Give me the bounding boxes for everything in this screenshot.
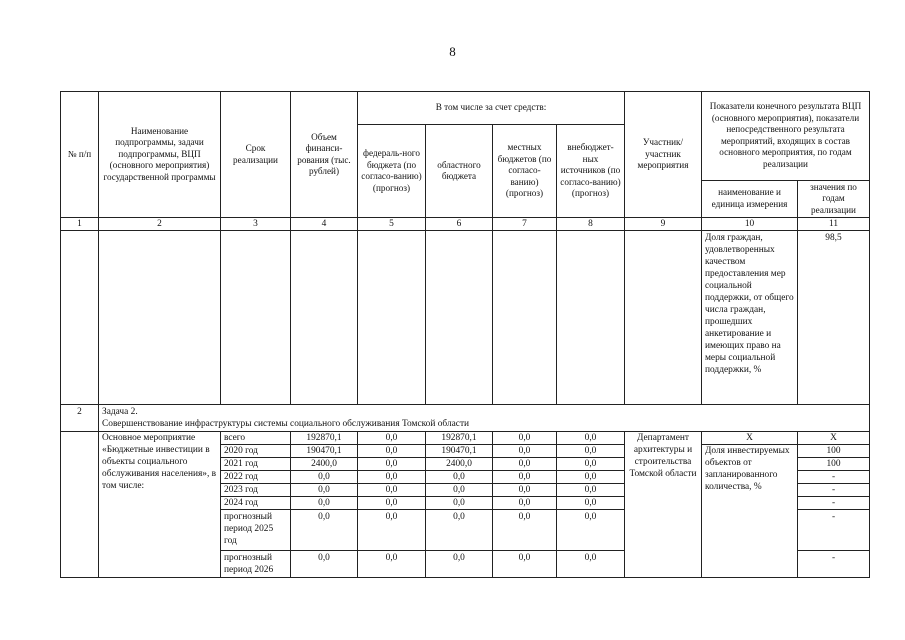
period-label: 2024 год: [221, 497, 291, 510]
federal-value: 0,0: [358, 432, 426, 445]
total-value: 0,0: [291, 497, 358, 510]
header-indicators-group: Показатели конечного результата ВЦП (основного мероприятия), показатели непосредственного результата мероприятий, входящих в состав основного мероприятия, по годам реализации: [702, 92, 870, 181]
total-value: 0,0: [291, 484, 358, 497]
regional-value: 2400,0: [426, 458, 493, 471]
local-value: 0,0: [493, 432, 557, 445]
column-number: 1: [61, 218, 99, 231]
total-value: 0,0: [291, 551, 358, 578]
extrabudget-value: 0,0: [557, 458, 625, 471]
period-label: прогнозный период 2025 год: [221, 510, 291, 551]
header-regional: областного бюджета: [426, 125, 493, 218]
federal-value: 0,0: [358, 510, 426, 551]
measure-indicator-name: Доля инвестируемых объектов от запланированного количества, %: [702, 445, 798, 578]
header-term: Срок реализации: [221, 92, 291, 218]
extrabudget-value: 0,0: [557, 551, 625, 578]
column-number: 3: [221, 218, 291, 231]
task-title: Задача 2.: [102, 407, 138, 417]
extrabudget-value: 0,0: [557, 432, 625, 445]
header-sources-group: В том числе за счет средств:: [358, 92, 625, 125]
period-label: 2021 год: [221, 458, 291, 471]
total-value: 0,0: [291, 471, 358, 484]
task-description-cell: [99, 405, 870, 432]
indicator-value: -: [798, 484, 870, 497]
local-value: 0,0: [493, 497, 557, 510]
regional-value: 190470,1: [426, 445, 493, 458]
local-value: 0,0: [493, 471, 557, 484]
indicator-satisfaction-value: 98,5: [798, 231, 870, 405]
local-value: 0,0: [493, 484, 557, 497]
total-value: 0,0: [291, 510, 358, 551]
measure-name: Основное мероприятие «Бюджетные инвестиции в объекты социального обслуживания населения», в том числе:: [99, 432, 221, 578]
column-number: 10: [702, 218, 798, 231]
column-number: 8: [557, 218, 625, 231]
indicator-value: -: [798, 471, 870, 484]
period-label: 2023 год: [221, 484, 291, 497]
local-value: 0,0: [493, 458, 557, 471]
local-value: 0,0: [493, 551, 557, 578]
local-value: 0,0: [493, 510, 557, 551]
measure-participant: Департамент архитектуры и строительства Томской области: [625, 432, 702, 578]
column-number: 11: [798, 218, 870, 231]
period-label: 2022 год: [221, 471, 291, 484]
column-number: 5: [358, 218, 426, 231]
federal-value: 0,0: [358, 445, 426, 458]
federal-value: 0,0: [358, 471, 426, 484]
column-number: 7: [493, 218, 557, 231]
local-value: 0,0: [493, 445, 557, 458]
indicator-total-mark: X: [702, 432, 798, 445]
indicator-value: -: [798, 510, 870, 551]
header-number: № п/п: [61, 92, 99, 218]
indicator-value: X: [798, 432, 870, 445]
indicator-value: 100: [798, 445, 870, 458]
column-number: 2: [99, 218, 221, 231]
regional-value: 0,0: [426, 510, 493, 551]
extrabudget-value: 0,0: [557, 510, 625, 551]
regional-value: 0,0: [426, 551, 493, 578]
indicator-value: -: [798, 497, 870, 510]
federal-value: 0,0: [358, 458, 426, 471]
extrabudget-value: 0,0: [557, 471, 625, 484]
indicator-value: 100: [798, 458, 870, 471]
period-label: 2020 год: [221, 445, 291, 458]
header-indicator-name: наименование и единица измерения: [702, 180, 798, 218]
task-description: Совершенствование инфраструктуры системы социального обслуживания Томской области: [102, 419, 470, 429]
indicator-satisfaction-name: Доля граждан, удовлетворенных качеством предоставления мер социальной поддержки, от общего числа граждан, прошедших анкетирование и имеющих право на меры социальной поддержки, %: [702, 231, 798, 405]
federal-value: 0,0: [358, 551, 426, 578]
column-number: 9: [625, 218, 702, 231]
header-volume: Объем финанси-рования (тыс. рублей): [291, 92, 358, 218]
column-number: 4: [291, 218, 358, 231]
indicator-value: -: [798, 551, 870, 578]
federal-value: 0,0: [358, 484, 426, 497]
header-federal: федераль-ного бюджета (по согласо-ванию) (прогноз): [358, 125, 426, 218]
header-indicator-value: значения по годам реализации: [798, 180, 870, 218]
extrabudget-value: 0,0: [557, 484, 625, 497]
total-value: 190470,1: [291, 445, 358, 458]
regional-value: 192870,1: [426, 432, 493, 445]
extrabudget-value: 0,0: [557, 445, 625, 458]
regional-value: 0,0: [426, 497, 493, 510]
page-number: 8: [449, 44, 456, 59]
federal-value: 0,0: [358, 497, 426, 510]
header-local: местных бюджетов (по согласо-ванию) (прогноз): [493, 125, 557, 218]
total-value: 2400,0: [291, 458, 358, 471]
column-number: 6: [426, 218, 493, 231]
header-name: Наименование подпрограммы, задачи подпрограммы, ВЦП (основного мероприятия) государственной программы: [99, 92, 221, 218]
period-label: прогнозный период 2026: [221, 551, 291, 578]
header-extrabudget: внебюджет-ных источников (по согласо-ванию) (прогноз): [557, 125, 625, 218]
program-table-body: [60, 91, 870, 578]
total-value: 192870,1: [291, 432, 358, 445]
period-label: всего: [221, 432, 291, 445]
task-number: 2: [61, 405, 99, 432]
header-participant: Участник/ участник мероприятия: [625, 92, 702, 218]
regional-value: 0,0: [426, 471, 493, 484]
extrabudget-value: 0,0: [557, 497, 625, 510]
regional-value: 0,0: [426, 484, 493, 497]
